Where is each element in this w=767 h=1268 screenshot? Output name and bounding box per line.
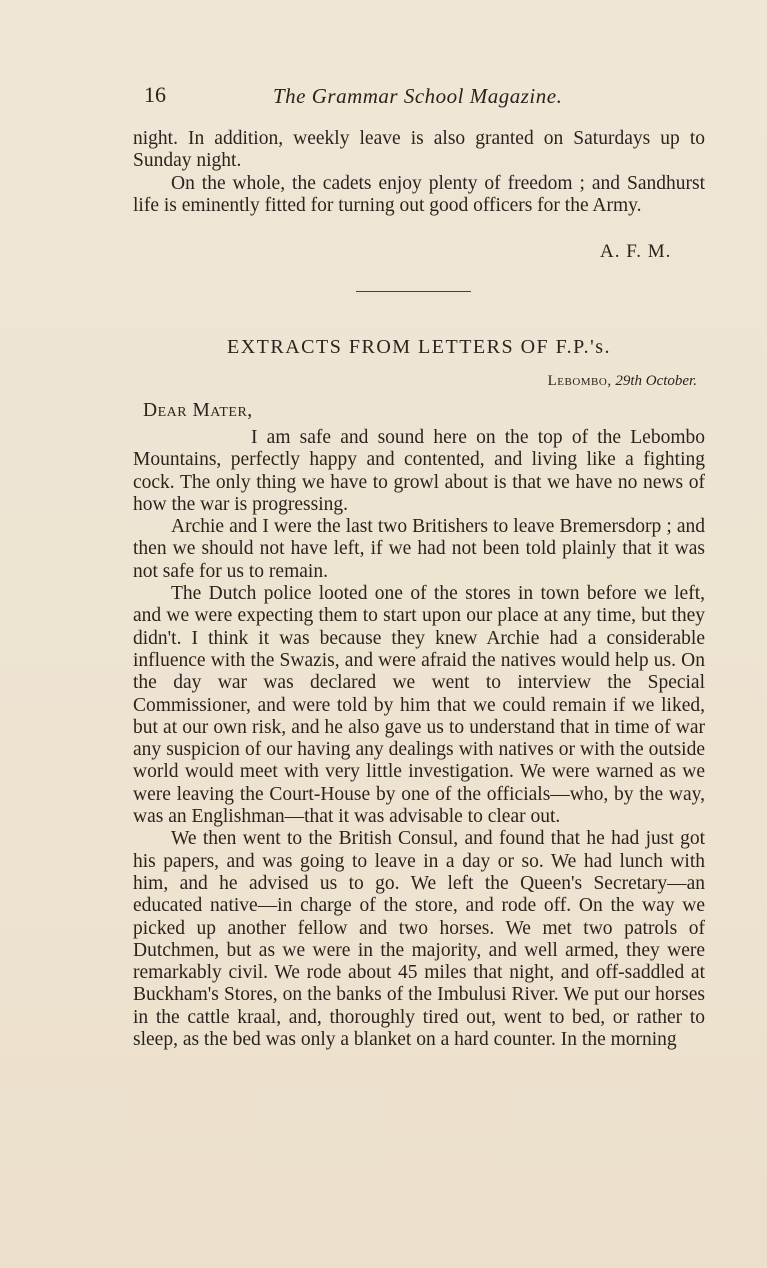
letter-paragraph: The Dutch police looted one of the stores in town before we left, and we were expecting them to start upon our place at any time, but they didn't. I think it was because they knew Archie had a considerable influence with the Swazis, and were afraid the natives would help us. On the day war was declared we went to interview the Special Commissioner, and were told by him that we could remain if we liked, but at our own risk, and he also gave us to understand that in time of war any suspicion of our having any dealings with natives or with the outside world would meet with very little investigation. We were warned as we were leaving the Court-House by one of the officials—who, by the way, was an Englishman—that it was advisable to clear out. bbox=[133, 583, 705, 828]
previous-article-paragraph: On the whole, the cadets enjoy plenty of freedom ; and Sandhurst life is eminently fitted for turning out good officers for the Army. bbox=[133, 172, 705, 216]
letter-paragraph: Archie and I were the last two Britishers to leave Bremersdorp ; and then we should not have left, if we had not been told plainly that it was not safe for us to remain. bbox=[133, 516, 705, 582]
dateline-place: Lebombo, bbox=[547, 373, 612, 389]
page-number: 16 bbox=[144, 82, 166, 107]
letter-paragraph: We then went to the British Consul, and found that he had just got his papers, and was going to leave in a day or so. We had lunch with him, and he advised us to go. We left the Queen's Secretary—an educated native—in charge of the store, and rode off. On the way we picked up another fellow and two horses. We met two patrols of Dutchmen, but as we were in the majority, and well armed, they were remarkably civil. We rode about 45 miles that night, and off-saddled at Buckham's Stores, on the banks of the Imbulusi River. We put our horses in the cattle kraal, and, thoroughly tired out, went to bed, or rather to sleep, as the bed was only a blanket on a hard counter. In the morning bbox=[133, 828, 705, 1051]
page-header bbox=[133, 82, 593, 112]
letter-paragraph: I am safe and sound here on the top of the Lebombo Mountains, perfectly happy and contented, and living like a fighting cock. The only thing we have to growl about is that we have no news of how the war is progressing. bbox=[133, 427, 705, 515]
previous-article-paragraph: night. In addition, weekly leave is also granted on Saturdays up to Sunday night. bbox=[133, 128, 705, 172]
previous-article-text bbox=[133, 128, 705, 217]
running-title: The Grammar School Magazine. bbox=[273, 84, 563, 108]
section-divider bbox=[356, 291, 471, 292]
article-signature: A. F. M. bbox=[600, 241, 672, 262]
letter-body bbox=[133, 427, 705, 1051]
article-title: EXTRACTS FROM LETTERS OF F.P.'s. bbox=[227, 336, 611, 358]
dateline-date: 29th October. bbox=[615, 373, 697, 389]
letter-salutation: Dear Mater, bbox=[143, 400, 253, 421]
letter-dateline bbox=[400, 373, 697, 390]
